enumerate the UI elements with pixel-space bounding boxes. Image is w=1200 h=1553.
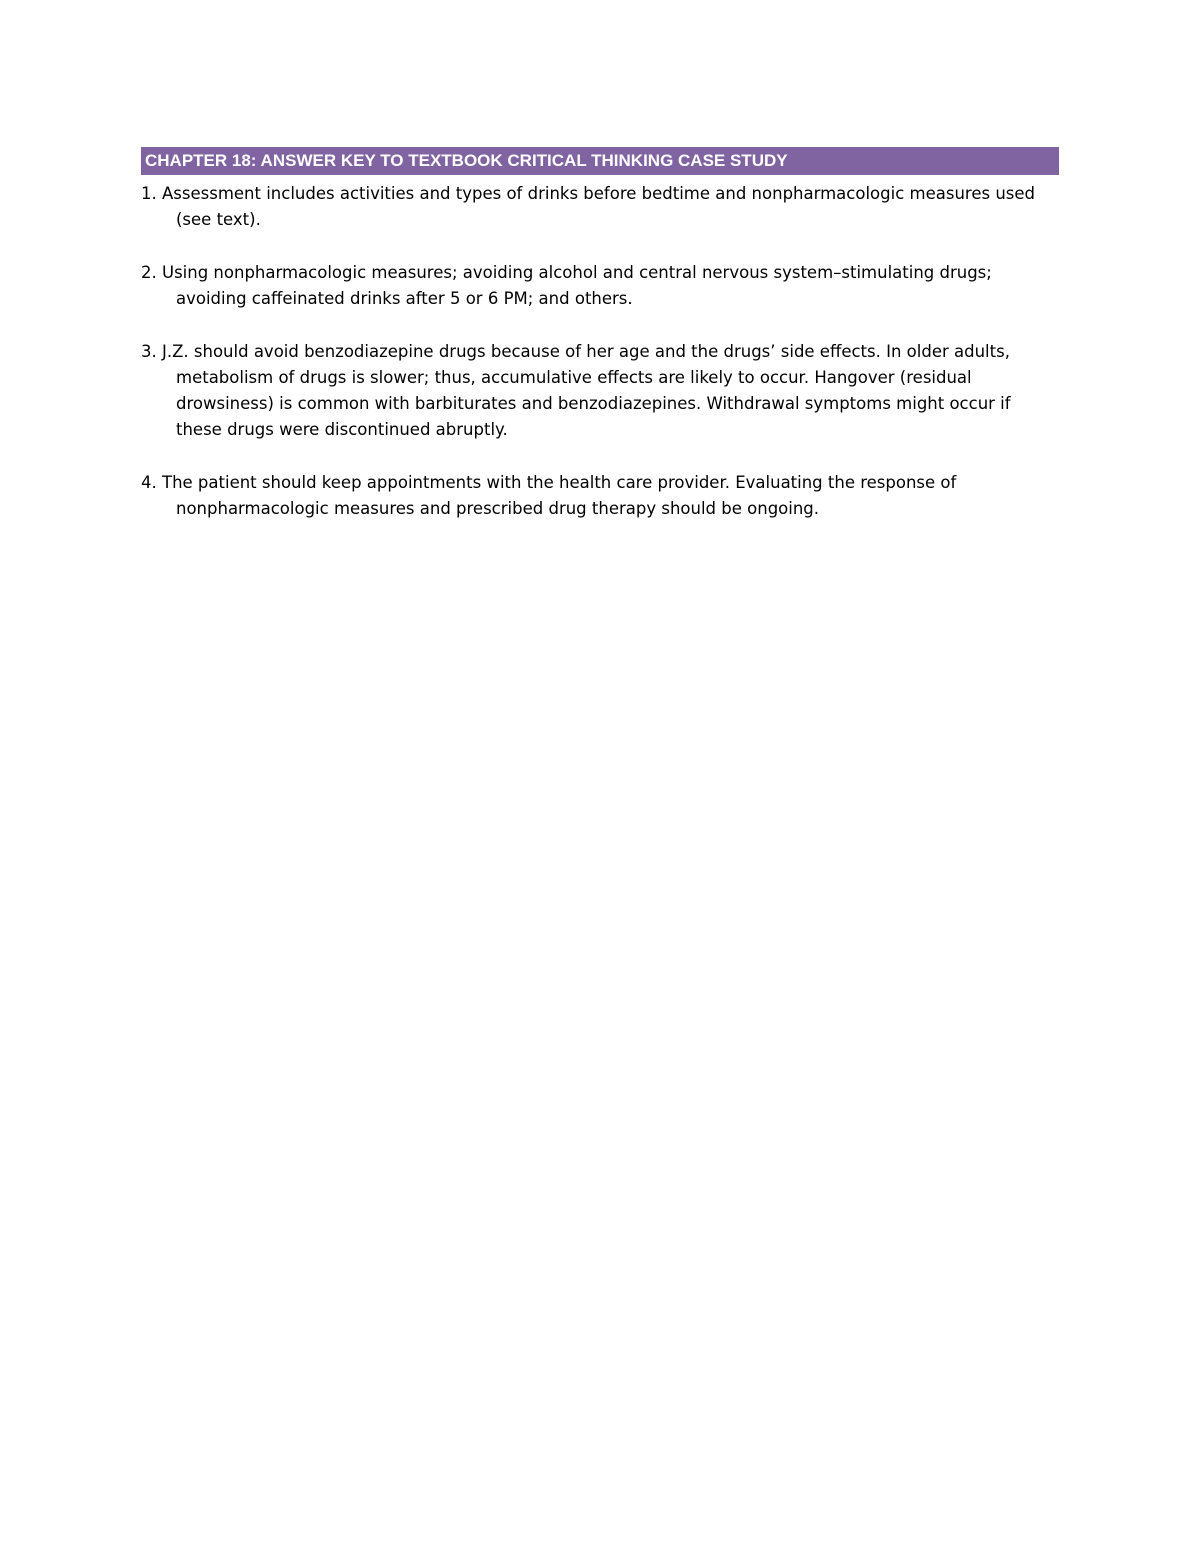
- answer-list: [141, 181, 1059, 522]
- answer-number: 1.: [141, 184, 157, 203]
- answer-text: J.Z. should avoid benzodiazepine drugs because of her age and the drugs’ side effects. In older adults, metabolism of drugs is slower; thus, accumulative effects are likely to occur. Hangover (residual drowsiness) is common with barbiturates and benzodiazepines. Withdrawal symptoms might occur if these drugs were discontinued abruptly.: [162, 342, 1011, 439]
- answer-text: The patient should keep appointments with the health care provider. Evaluating the response of nonpharmacologic measures and prescribed drug therapy should be ongoing.: [162, 473, 957, 518]
- answer-number: 4.: [141, 473, 157, 492]
- answer-number: 3.: [141, 342, 157, 361]
- answer-item-1: [141, 181, 1059, 233]
- answer-text: Using nonpharmacologic measures; avoiding alcohol and central nervous system–stimulating drugs; avoiding caffeinated drinks after 5 or 6 PM; and others.: [162, 263, 992, 308]
- answer-item-2: [141, 260, 1059, 312]
- chapter-heading: CHAPTER 18: ANSWER KEY TO TEXTBOOK CRITICAL THINKING CASE STUDY: [141, 147, 1059, 175]
- document-content: [141, 147, 1059, 522]
- answer-item-3: [141, 339, 1059, 443]
- answer-text: Assessment includes activities and types of drinks before bedtime and nonpharmacologic measures used (see text).: [162, 184, 1035, 229]
- answer-number: 2.: [141, 263, 157, 282]
- answer-item-4: [141, 470, 1059, 522]
